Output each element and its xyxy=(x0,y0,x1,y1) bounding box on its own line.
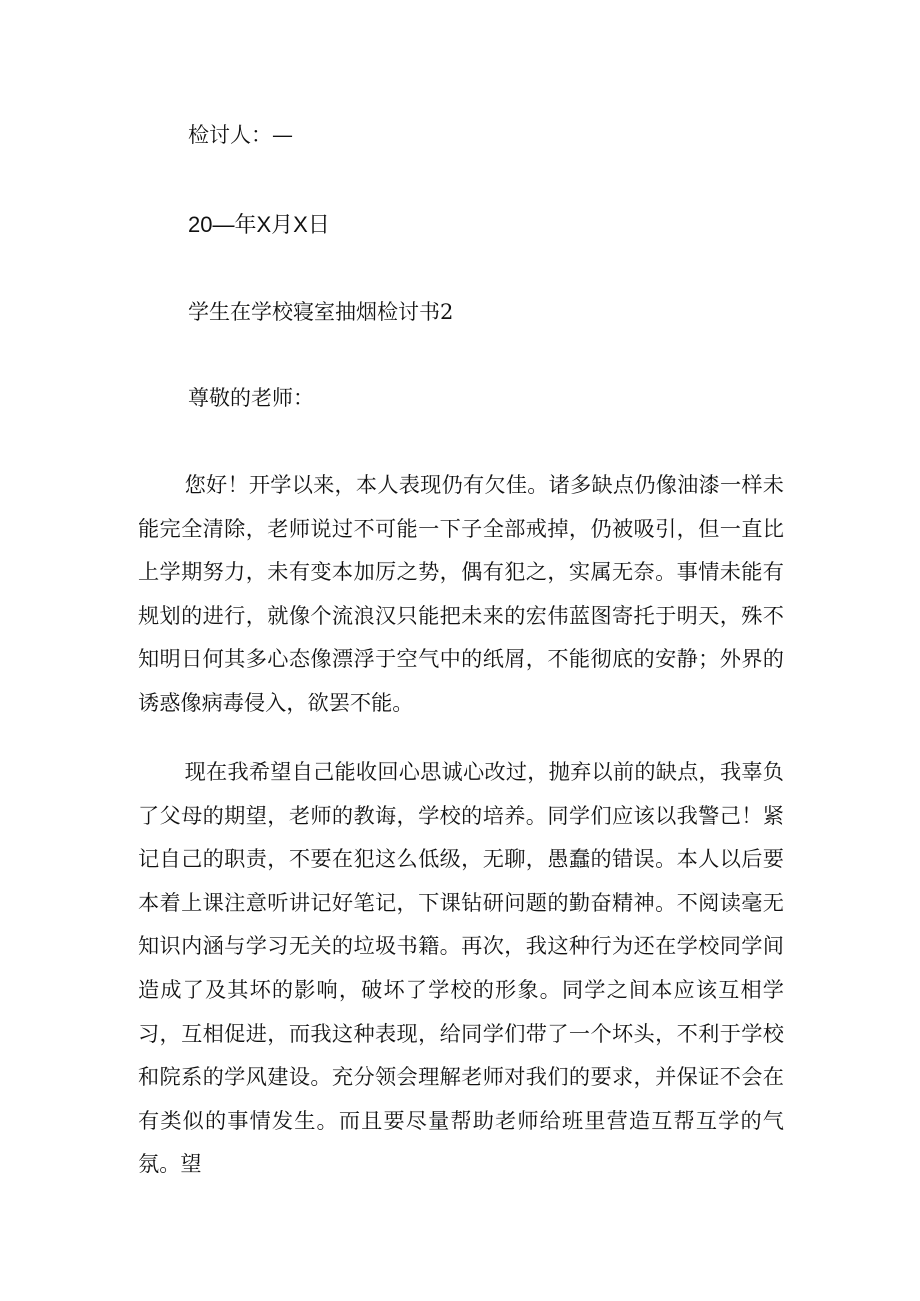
body-paragraph-1: 您好！开学以来，本人表现仍有欠佳。诸多缺点仍像油漆一样未能完全清除，老师说过不可能一下子全部戒掉，仍被吸引，但一直比上学期努力，未有变本加厉之势，偶有犯之，实属无奈。事情未能有规划的进行，就像个流浪汉只能把未来的宏伟蓝图寄托于明天，殊不知明日何其多心态像漂浮于空气中的纸屑，不能彻底的安静；外界的诱惑像病毒侵入，欲罢不能。 xyxy=(138,472,784,715)
body-paragraph-2: 现在我希望自己能收回心思诚心改过，抛弃以前的缺点，我辜负了父母的期望，老师的教诲，学校的培养。同学们应该以我警己！紧记自己的职责，不要在犯这么低级，无聊，愚蠢的错误。本人以后要本着上课注意听讲记好笔记，下课钻研问题的勤奋精神。不阅读毫无知识内涵与学习无关的垃圾书籍。再次，我这种行为还在学校同学间造成了及其坏的影响，破坏了学校的形象。同学之间本应该互相学习，互相促进，而我这种表现，给同学们带了一个坏头，不利于学校和院系的学风建设。充分领会理解老师对我们的要求，并保证不会在有类似的事情发生。而且要尽量帮助老师给班里营造互帮互学的气氛。望 xyxy=(138,759,784,1177)
greeting: 尊敬的老师： xyxy=(188,386,314,410)
signer-line: 检讨人：— xyxy=(188,123,293,147)
document-title: 学生在学校寝室抽烟检讨书2 xyxy=(188,300,454,324)
date-line: 20—年X月X日 xyxy=(188,212,330,237)
